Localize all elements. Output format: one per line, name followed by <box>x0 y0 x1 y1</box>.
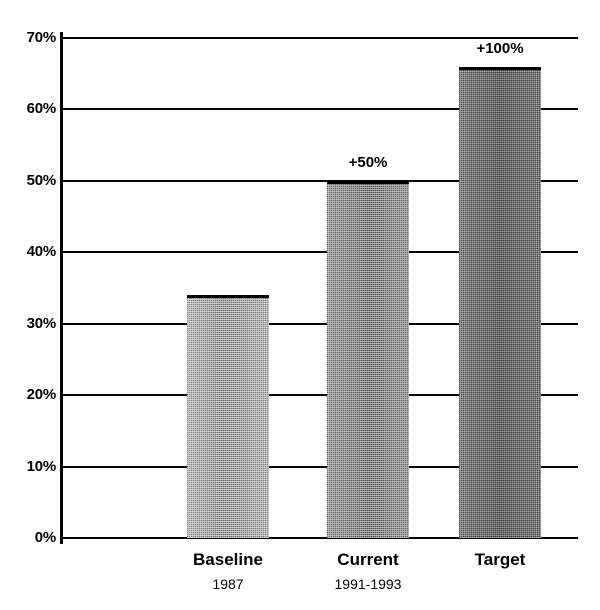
category-name-current: Current <box>337 550 399 569</box>
bar-current-cap <box>327 181 409 184</box>
y-tick-label-50: 50% <box>26 171 56 189</box>
bar-baseline <box>187 295 269 538</box>
category-label-baseline <box>148 550 308 592</box>
y-tick-label-30: 30% <box>26 314 56 332</box>
bar-target <box>459 67 541 538</box>
bar-current <box>327 181 409 538</box>
bar-baseline-cap <box>187 295 269 298</box>
y-tick-label-20: 20% <box>26 386 56 404</box>
bar-current-fill <box>327 181 409 538</box>
y-tick-label-70: 70% <box>26 29 56 46</box>
bar-target-fill <box>459 67 541 538</box>
bar-baseline-fill <box>187 295 269 538</box>
bar-target-cap <box>459 67 541 70</box>
bar-annotation-target: +100% <box>476 39 524 57</box>
plot-area <box>62 38 578 538</box>
y-tick-label-10: 10% <box>26 457 56 475</box>
y-tick-label-0: 0% <box>34 529 56 546</box>
category-name-baseline: Baseline <box>193 550 263 569</box>
category-sublabel-current: 1991-1993 <box>334 576 402 592</box>
category-sublabel-baseline: 1987 <box>212 576 244 592</box>
category-label-target <box>420 550 580 576</box>
y-tick-label-40: 40% <box>26 243 56 261</box>
y-tick-label-60: 60% <box>26 100 56 118</box>
category-name-target: Target <box>474 550 526 569</box>
bar-annotation-current: +50% <box>348 153 388 171</box>
